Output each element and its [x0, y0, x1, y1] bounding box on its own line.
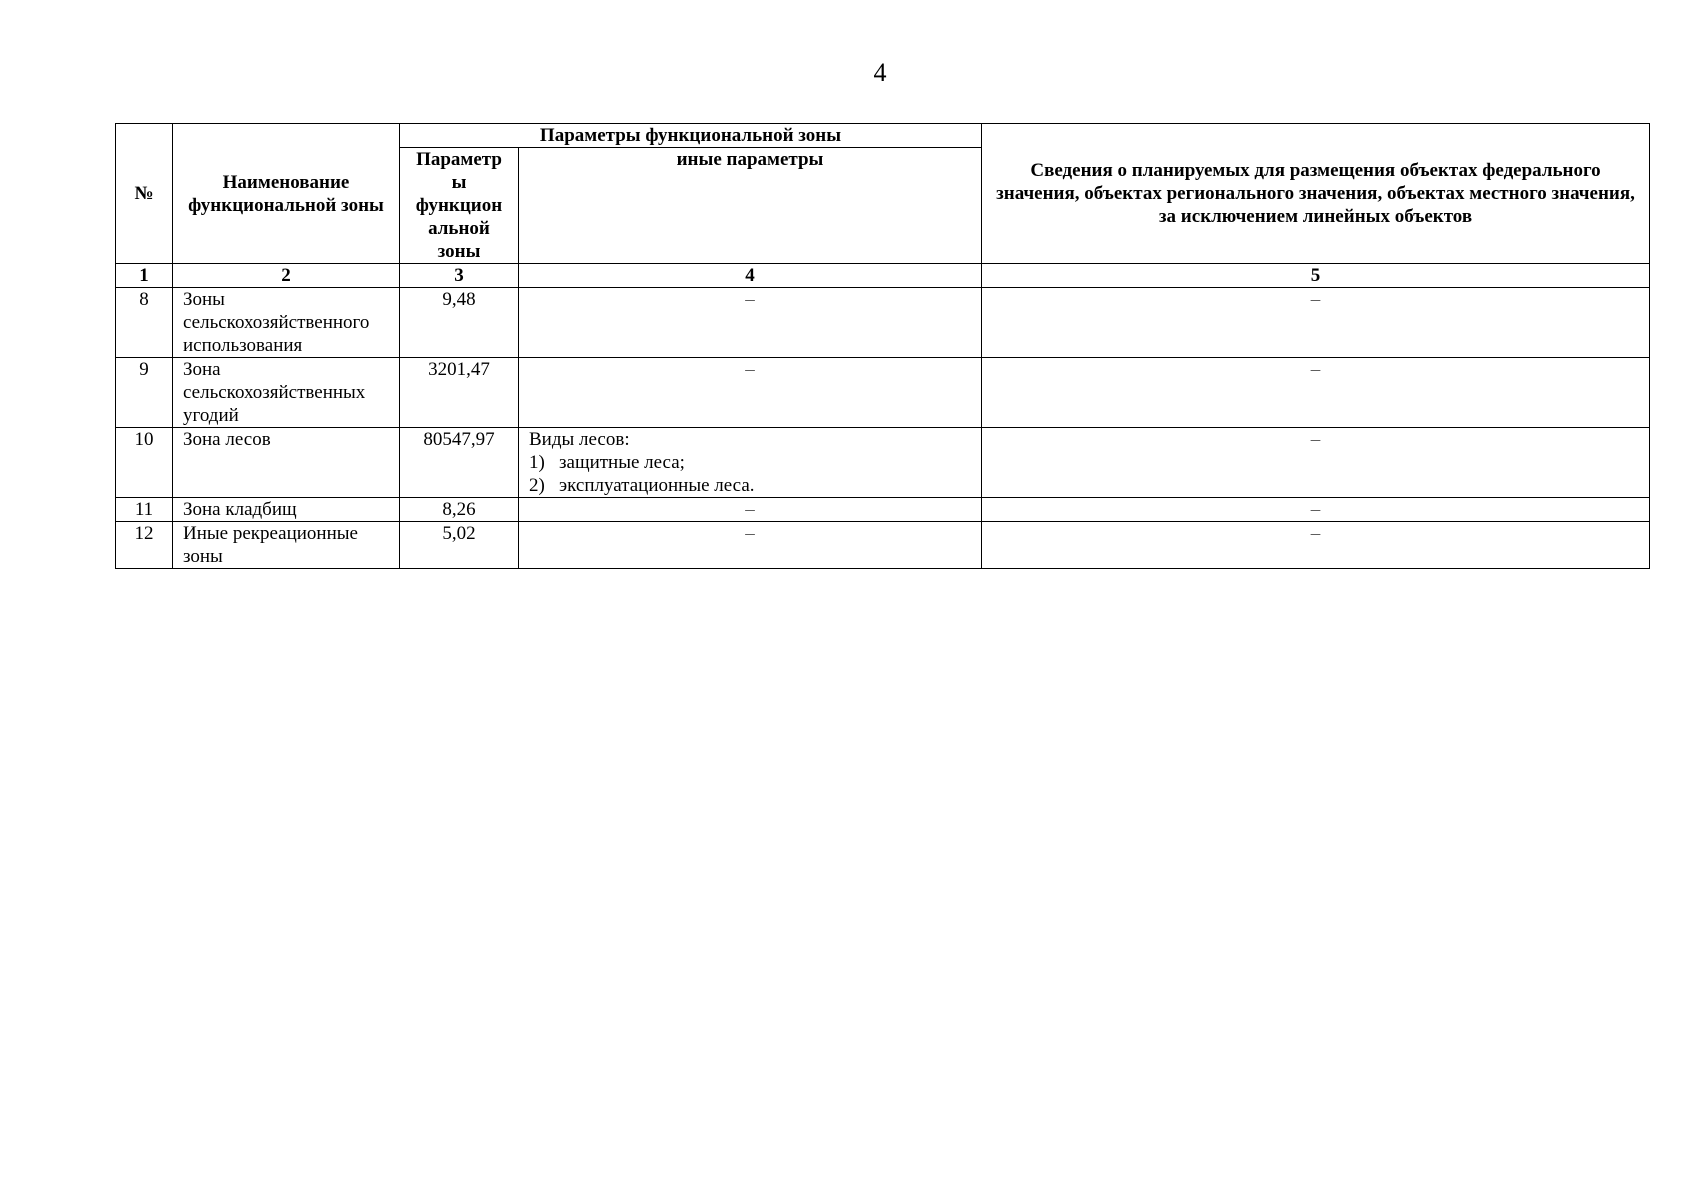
header-row-1 — [116, 124, 1650, 148]
table-row — [116, 358, 1650, 428]
header-params-line: Параметр — [416, 149, 502, 170]
list-item — [529, 451, 971, 474]
zone-name-line: Зона лесов — [183, 429, 271, 450]
forest-types-list — [529, 451, 971, 497]
list-item-number: 2) — [529, 475, 545, 496]
functional-zones-table — [115, 123, 1650, 569]
zone-name — [173, 522, 400, 569]
zone-param: 5,02 — [400, 522, 519, 569]
list-item-number: 1) — [529, 452, 545, 473]
header-params-line: альной — [428, 218, 490, 239]
zone-name-line: угодий — [183, 405, 239, 426]
zone-name — [173, 428, 400, 498]
zone-name-line: сельскохозяйственных — [183, 382, 366, 403]
page-number: 4 — [873, 58, 887, 87]
header-col-no: № — [116, 124, 173, 264]
row-number: 10 — [116, 428, 173, 498]
zone-other-params: – — [519, 358, 982, 428]
list-item-text: защитные леса; — [559, 452, 685, 473]
column-number: 1 — [116, 264, 173, 288]
zone-other-params — [519, 428, 982, 498]
zone-planned-objects: – — [982, 428, 1650, 498]
zone-planned-objects: – — [982, 522, 1650, 569]
header-group-params: Параметры функциональной зоны — [400, 124, 982, 148]
row-number: 9 — [116, 358, 173, 428]
zone-name-line: Зона кладбищ — [183, 499, 297, 520]
zone-other-params: – — [519, 288, 982, 358]
table-row — [116, 288, 1650, 358]
column-number: 4 — [519, 264, 982, 288]
header-col-info: Сведения о планируемых для размещения объектах федерального значения, объектах регионального значения, объектах местного значения, за исключением линейных объектов — [982, 124, 1650, 264]
zone-name-line: Иные рекреационные — [183, 523, 358, 544]
table-row — [116, 498, 1650, 522]
forest-types-title: Виды лесов: — [529, 429, 630, 450]
zone-param: 80547,97 — [400, 428, 519, 498]
row-number: 8 — [116, 288, 173, 358]
header-params-line: ы — [451, 172, 467, 193]
zone-name-line: сельскохозяйственного — [183, 312, 370, 333]
column-number: 5 — [982, 264, 1650, 288]
table-row — [116, 522, 1650, 569]
zone-param: 3201,47 — [400, 358, 519, 428]
zone-name-line: зоны — [183, 546, 223, 567]
zone-planned-objects: – — [982, 358, 1650, 428]
header-col-other: иные параметры — [519, 148, 982, 264]
zone-planned-objects: – — [982, 288, 1650, 358]
list-item-text: эксплуатационные леса. — [559, 475, 755, 496]
zone-name — [173, 498, 400, 522]
zone-name-line: использования — [183, 335, 303, 356]
header-col-name: Наименование функциональной зоны — [173, 124, 400, 264]
zone-param: 9,48 — [400, 288, 519, 358]
row-number: 11 — [116, 498, 173, 522]
table-row — [116, 428, 1650, 498]
zone-param: 8,26 — [400, 498, 519, 522]
header-col-params — [400, 148, 519, 264]
row-number: 12 — [116, 522, 173, 569]
zone-other-params: – — [519, 498, 982, 522]
zone-name — [173, 358, 400, 428]
zone-name — [173, 288, 400, 358]
header-params-line: функцион — [415, 195, 503, 216]
column-number: 2 — [173, 264, 400, 288]
zone-other-params: – — [519, 522, 982, 569]
zone-planned-objects: – — [982, 498, 1650, 522]
column-number: 3 — [400, 264, 519, 288]
list-item — [529, 474, 971, 497]
column-numbers-row — [116, 264, 1650, 288]
zone-name-line: Зоны — [183, 289, 225, 310]
header-params-line: зоны — [437, 241, 481, 262]
zone-name-line: Зона — [183, 359, 221, 380]
